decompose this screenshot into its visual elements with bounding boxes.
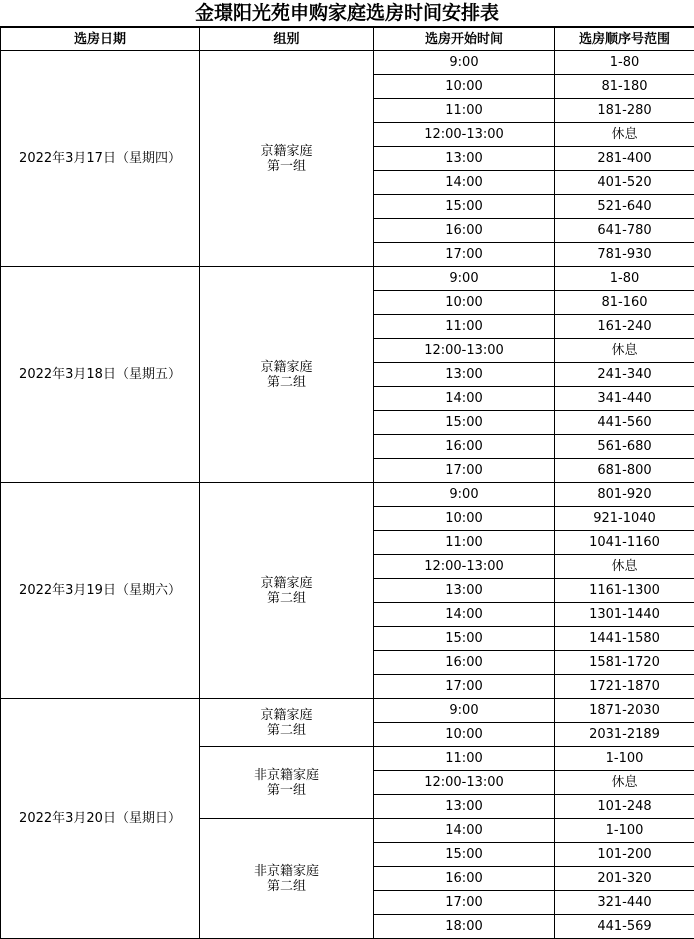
- order-range-cell: 1441-1580: [555, 627, 694, 651]
- group-cell: [200, 51, 374, 267]
- order-range-cell: 1721-1870: [555, 675, 694, 699]
- order-range-cell: 561-680: [555, 435, 694, 459]
- start-time-cell: 17:00: [374, 675, 555, 699]
- start-time-cell: 11:00: [374, 99, 555, 123]
- start-time-cell: 9:00: [374, 483, 555, 507]
- group-cell: [200, 483, 374, 699]
- start-time-cell: 14:00: [374, 819, 555, 843]
- date-cell: 2022年3月20日（星期日）: [1, 699, 200, 939]
- header-row: [1, 28, 694, 51]
- order-range-cell: 641-780: [555, 219, 694, 243]
- table-row: [1, 483, 694, 507]
- start-time-cell: 11:00: [374, 747, 555, 771]
- table-row: [1, 267, 694, 291]
- header-date: 选房日期: [1, 28, 200, 51]
- group-cell: [200, 699, 374, 747]
- group-type-label: 非京籍家庭: [200, 864, 373, 879]
- order-range-cell: 1-100: [555, 819, 694, 843]
- order-range-cell: 801-920: [555, 483, 694, 507]
- start-time-cell: 9:00: [374, 699, 555, 723]
- order-range-cell: 321-440: [555, 891, 694, 915]
- header-order-range: 选房顺序号范围: [555, 28, 694, 51]
- group-type-label: 京籍家庭: [200, 576, 373, 591]
- table-row: [1, 699, 694, 723]
- order-range-cell: 441-560: [555, 411, 694, 435]
- order-range-cell: 1-100: [555, 747, 694, 771]
- header-group: 组别: [200, 28, 374, 51]
- group-number-label: 第一组: [200, 783, 373, 798]
- order-range-cell: 281-400: [555, 147, 694, 171]
- start-time-cell: 12:00-13:00: [374, 123, 555, 147]
- start-time-cell: 10:00: [374, 291, 555, 315]
- page-title: 金璟阳光苑申购家庭选房时间安排表: [0, 0, 694, 27]
- order-range-cell: 休息: [555, 771, 694, 795]
- order-range-cell: 1-80: [555, 267, 694, 291]
- start-time-cell: 15:00: [374, 627, 555, 651]
- group-number-label: 第二组: [200, 375, 373, 390]
- schedule-table: [0, 27, 694, 939]
- order-range-cell: 1301-1440: [555, 603, 694, 627]
- start-time-cell: 16:00: [374, 219, 555, 243]
- start-time-cell: 9:00: [374, 267, 555, 291]
- group-number-label: 第二组: [200, 723, 373, 738]
- start-time-cell: 16:00: [374, 867, 555, 891]
- start-time-cell: 17:00: [374, 891, 555, 915]
- group-cell: [200, 819, 374, 939]
- order-range-cell: 241-340: [555, 363, 694, 387]
- order-range-cell: 181-280: [555, 99, 694, 123]
- start-time-cell: 11:00: [374, 531, 555, 555]
- order-range-cell: 休息: [555, 555, 694, 579]
- order-range-cell: 1581-1720: [555, 651, 694, 675]
- order-range-cell: 81-180: [555, 75, 694, 99]
- order-range-cell: 1161-1300: [555, 579, 694, 603]
- start-time-cell: 15:00: [374, 195, 555, 219]
- start-time-cell: 10:00: [374, 723, 555, 747]
- order-range-cell: 1041-1160: [555, 531, 694, 555]
- start-time-cell: 16:00: [374, 651, 555, 675]
- start-time-cell: 10:00: [374, 507, 555, 531]
- date-cell: 2022年3月18日（星期五）: [1, 267, 200, 483]
- group-type-label: 京籍家庭: [200, 708, 373, 723]
- order-range-cell: 2031-2189: [555, 723, 694, 747]
- start-time-cell: 13:00: [374, 147, 555, 171]
- header-start-time: 选房开始时间: [374, 28, 555, 51]
- order-range-cell: 441-569: [555, 915, 694, 939]
- order-range-cell: 201-320: [555, 867, 694, 891]
- group-number-label: 第二组: [200, 879, 373, 894]
- order-range-cell: 101-200: [555, 843, 694, 867]
- order-range-cell: 781-930: [555, 243, 694, 267]
- start-time-cell: 15:00: [374, 411, 555, 435]
- order-range-cell: 101-248: [555, 795, 694, 819]
- start-time-cell: 9:00: [374, 51, 555, 75]
- group-cell: [200, 747, 374, 819]
- start-time-cell: 13:00: [374, 579, 555, 603]
- start-time-cell: 15:00: [374, 843, 555, 867]
- start-time-cell: 12:00-13:00: [374, 771, 555, 795]
- order-range-cell: 休息: [555, 339, 694, 363]
- start-time-cell: 17:00: [374, 459, 555, 483]
- order-range-cell: 1-80: [555, 51, 694, 75]
- order-range-cell: 341-440: [555, 387, 694, 411]
- start-time-cell: 17:00: [374, 243, 555, 267]
- start-time-cell: 14:00: [374, 171, 555, 195]
- order-range-cell: 81-160: [555, 291, 694, 315]
- start-time-cell: 14:00: [374, 387, 555, 411]
- table-row: [1, 51, 694, 75]
- start-time-cell: 14:00: [374, 603, 555, 627]
- start-time-cell: 11:00: [374, 315, 555, 339]
- order-range-cell: 401-520: [555, 171, 694, 195]
- start-time-cell: 13:00: [374, 795, 555, 819]
- start-time-cell: 13:00: [374, 363, 555, 387]
- group-type-label: 非京籍家庭: [200, 768, 373, 783]
- order-range-cell: 681-800: [555, 459, 694, 483]
- start-time-cell: 12:00-13:00: [374, 555, 555, 579]
- start-time-cell: 12:00-13:00: [374, 339, 555, 363]
- order-range-cell: 521-640: [555, 195, 694, 219]
- group-number-label: 第二组: [200, 591, 373, 606]
- group-number-label: 第一组: [200, 159, 373, 174]
- date-cell: 2022年3月17日（星期四）: [1, 51, 200, 267]
- order-range-cell: 161-240: [555, 315, 694, 339]
- group-type-label: 京籍家庭: [200, 360, 373, 375]
- start-time-cell: 10:00: [374, 75, 555, 99]
- order-range-cell: 休息: [555, 123, 694, 147]
- group-type-label: 京籍家庭: [200, 144, 373, 159]
- start-time-cell: 16:00: [374, 435, 555, 459]
- order-range-cell: 1871-2030: [555, 699, 694, 723]
- group-cell: [200, 267, 374, 483]
- order-range-cell: 921-1040: [555, 507, 694, 531]
- date-cell: 2022年3月19日（星期六）: [1, 483, 200, 699]
- schedule-body: [1, 51, 694, 939]
- start-time-cell: 18:00: [374, 915, 555, 939]
